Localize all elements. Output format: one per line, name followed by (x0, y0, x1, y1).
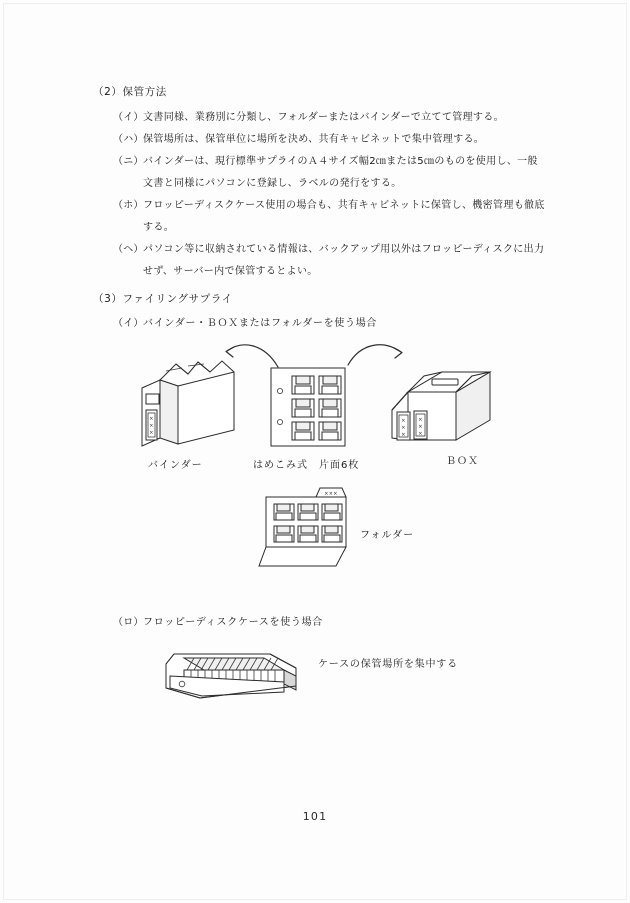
box-label-right-x1: × (418, 417, 423, 423)
subsection-heading-ro (113, 613, 323, 628)
list-item-continuation: せず、サーバー内で保管するとよい。 (143, 266, 318, 277)
section-heading-2: （2）保管方法 (93, 86, 167, 98)
binder-spine-x3: × (149, 430, 154, 436)
disk-case-note: ケースの保管場所を集中する (318, 659, 458, 670)
subsection-title: バインダー・ＢＯＸまたはフォルダーを使う場合 (143, 318, 378, 329)
box-label-right-x2: × (418, 424, 423, 430)
floppy-sheet-icon (270, 367, 346, 447)
box-label-left-x1: × (401, 418, 406, 424)
list-item-text: バインダーは、現行標準サプライのＡ４サイズ幅2㎝または5㎝のものを使用し、一般 (143, 156, 538, 167)
box-label-left-x2: × (401, 425, 406, 431)
folder-caption: フォルダー (360, 530, 415, 541)
section-heading-3: （3）ファイリングサプライ (93, 293, 233, 305)
list-marker: （ニ） (113, 156, 144, 167)
subsection-title: フロッピーディスクケースを使う場合 (143, 617, 323, 628)
list-item (113, 130, 484, 145)
binder-spine-x2: × (149, 423, 154, 429)
list-item (113, 108, 504, 123)
floppy-sheet-caption: はめこみ式 片面6枚 (253, 460, 360, 471)
page-number: 101 (302, 810, 328, 823)
subsection-marker: （ロ） (113, 617, 144, 628)
floppy-case-icon (160, 642, 300, 704)
folder-tab-label: ××× (324, 491, 338, 497)
list-marker: （ホ） (113, 200, 144, 211)
list-item-continuation: する。 (143, 222, 175, 233)
list-item (113, 152, 538, 167)
subsection-heading-i (113, 314, 377, 329)
file-box-icon (378, 362, 498, 452)
list-item-text: 文書同様、業務別に分類し、フォルダーまたはバインダーで立てて管理する。 (143, 112, 504, 123)
list-marker: （ハ） (113, 134, 144, 145)
binder-caption: バインダー (148, 460, 203, 471)
list-item (113, 240, 544, 255)
list-item (113, 196, 545, 211)
binder-icon (136, 358, 248, 450)
list-item-continuation: 文書と同様にパソコンに登録し、ラベルの発行をする。 (143, 178, 402, 189)
list-marker: （ヘ） (113, 244, 144, 255)
binder-spine-x1: × (149, 416, 154, 422)
subsection-marker: （イ） (113, 318, 144, 329)
list-item-text: 保管場所は、保管単位に場所を決め、共有キャビネットで集中管理する。 (143, 134, 485, 145)
folder-icon (258, 486, 370, 570)
list-item-text: フロッピーディスクケース使用の場合も、共有キャビネットに保管し、機密管理も徹底 (143, 200, 545, 211)
box-label-left-x3: × (401, 432, 406, 438)
box-caption: ＢＯＸ (446, 456, 479, 467)
list-marker: （イ） (113, 112, 144, 123)
list-item-text: パソコン等に収納されている情報は、バックアップ用以外はフロッピーディスクに出力 (143, 244, 545, 255)
box-label-right-x3: × (418, 431, 423, 437)
